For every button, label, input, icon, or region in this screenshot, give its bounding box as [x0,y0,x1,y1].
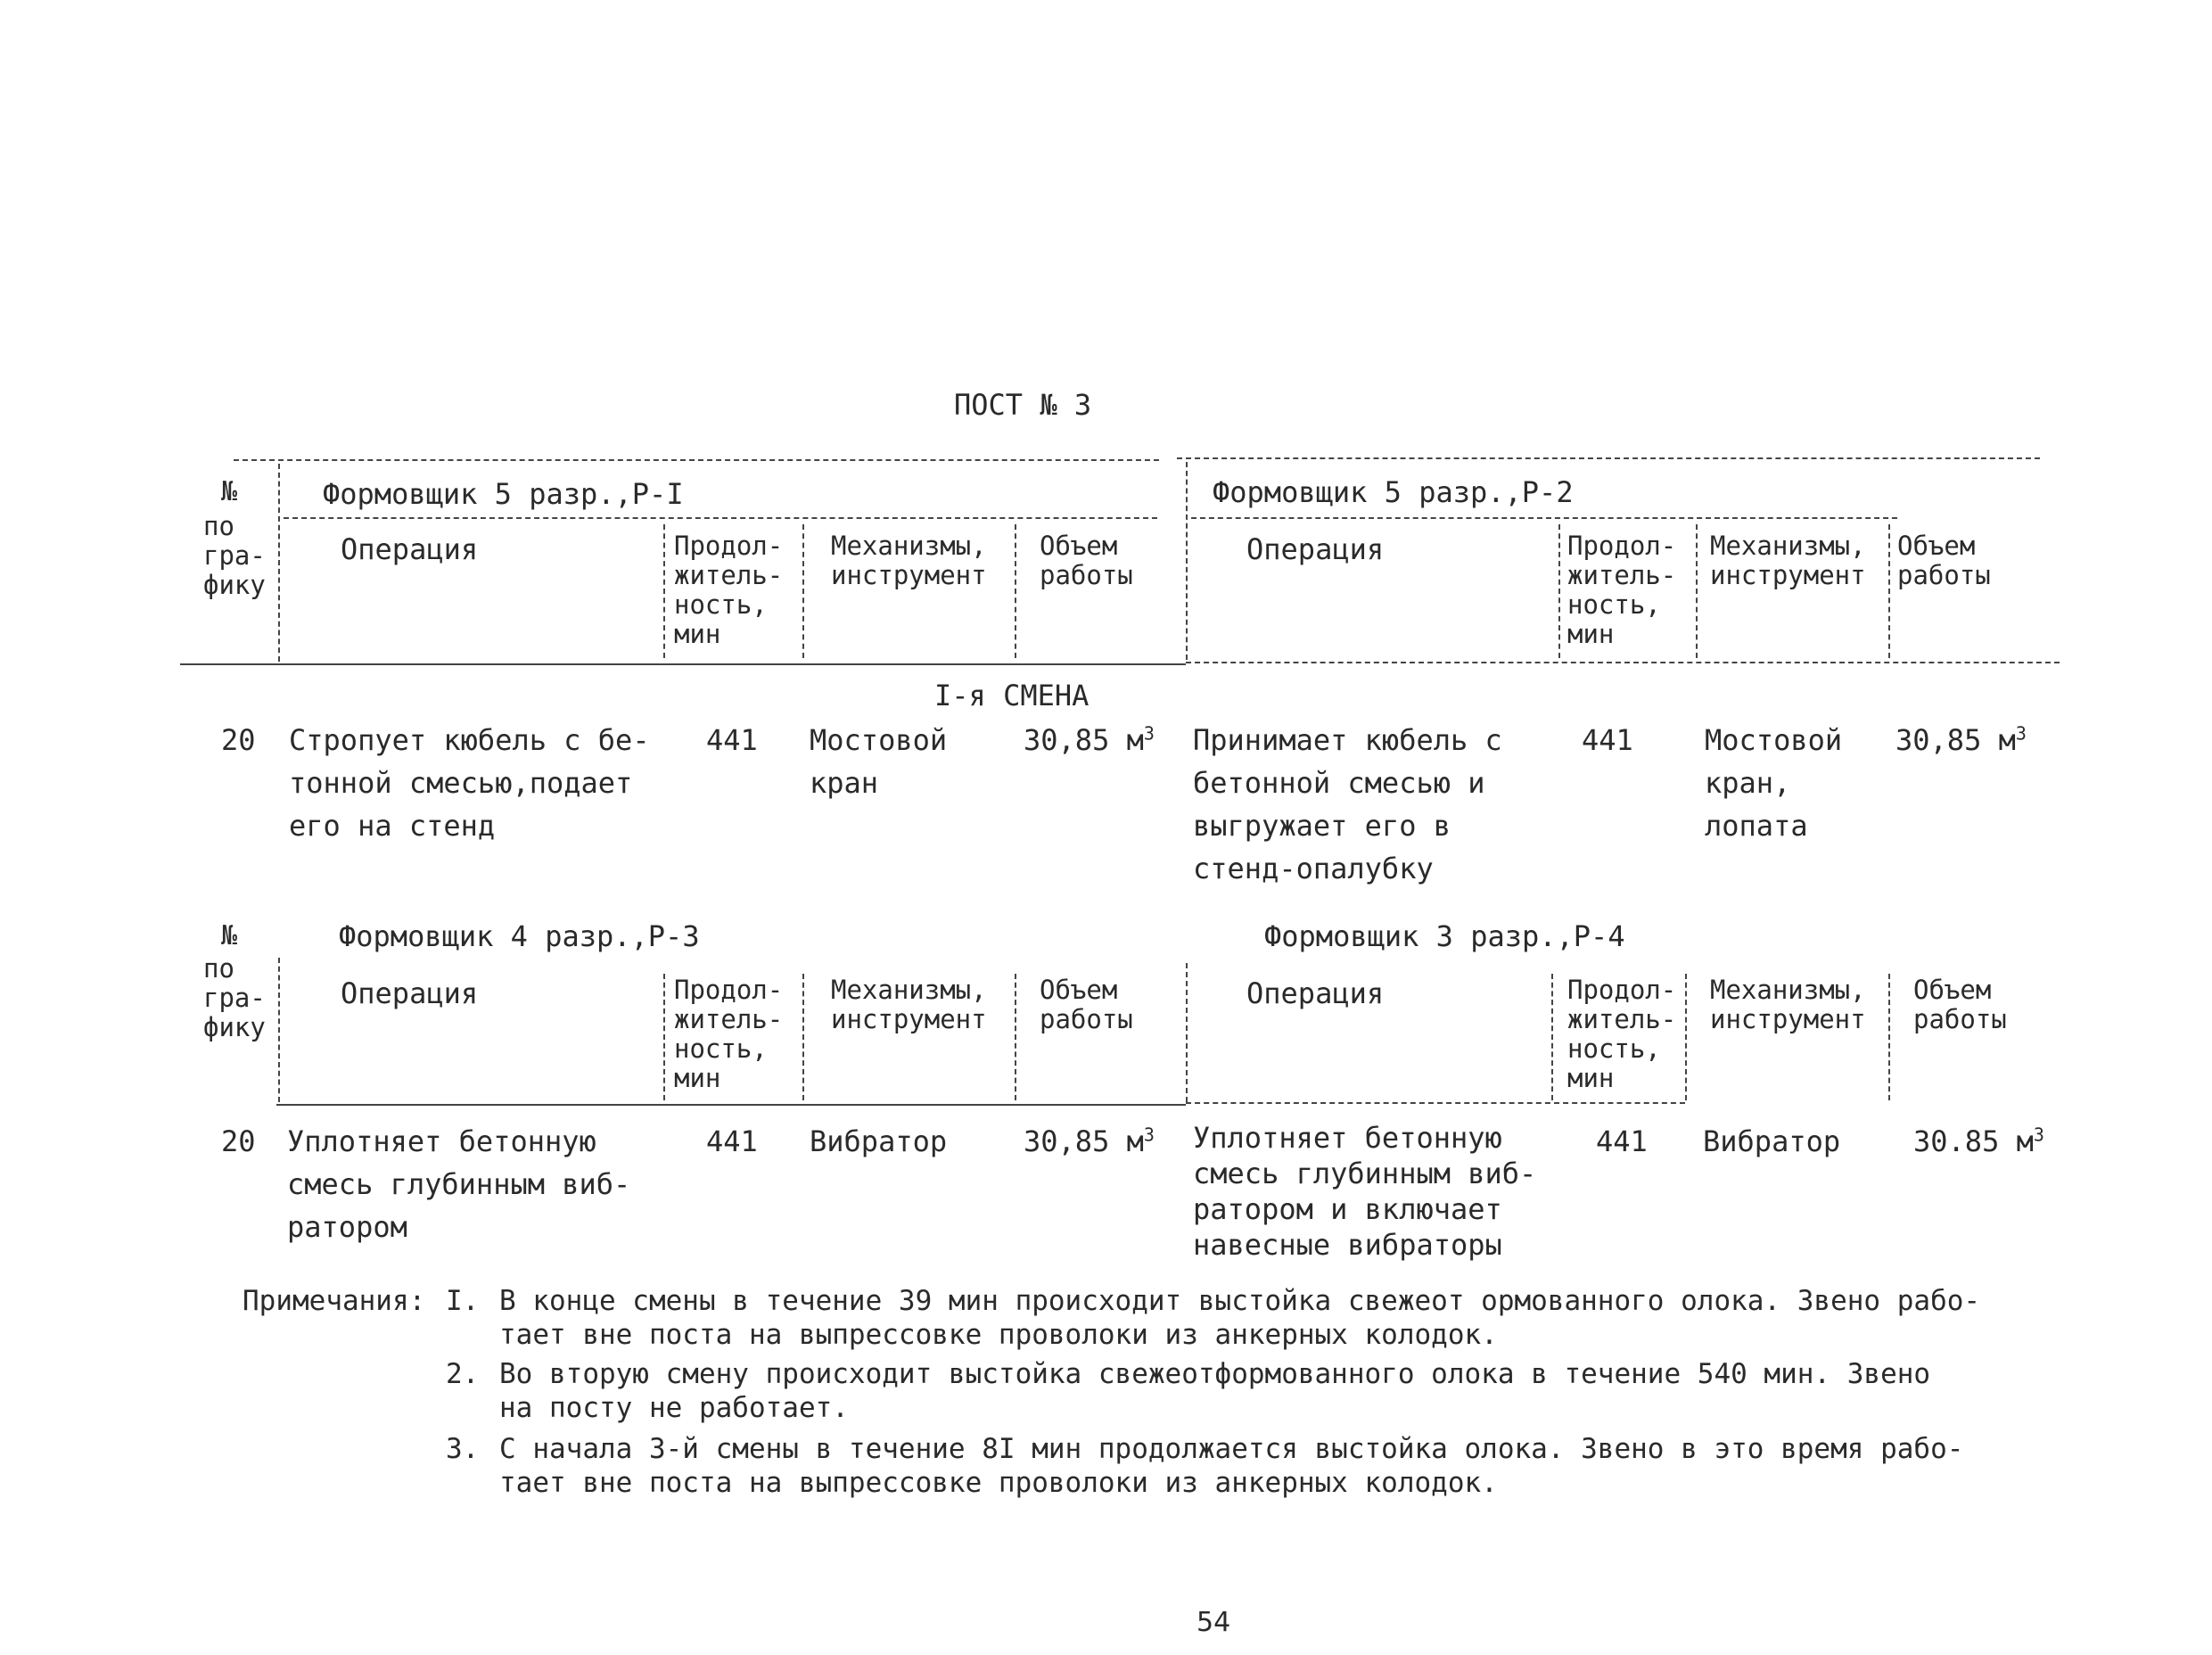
vline-middle-2 [1186,963,1188,1102]
rule-header2-bottom-left [276,1104,1186,1106]
col-header-volume-right: Объем работы [1897,531,1991,590]
col-header-volume-left: Объем работы [1040,531,1133,590]
row1-right-mechanisms: Мостовой кран, лопата [1705,723,1843,843]
no-header-symbol-2: № [221,920,238,951]
row2-right-volume: 30.85 $м^3$ [1913,1124,2044,1158]
row1-right-operation: Принимает кюбель с бетонной смесью и выгружает его в стенд-опалубку [1193,723,1502,885]
vline-mech-right [1696,524,1698,658]
shift-label: I-я СМЕНА [934,679,1090,712]
note-2-number: 2. [446,1358,480,1390]
page-title: ПОСТ № 3 [954,388,1092,422]
rule-header2-bottom-right [1186,1102,1685,1104]
vline-vol-right-2 [1888,974,1890,1100]
vline-no [278,464,280,662]
col-header-duration-right-2: Продол- житель- ность, мин [1567,975,1677,1093]
vline-dur-left-2 [663,974,665,1100]
rule-sub-right [1191,517,1897,519]
vline-mech-left-2 [802,974,804,1100]
row2-left-duration: 441 [706,1124,758,1158]
col-header-mechanisms-left-2: Механизмы, инструмент [831,975,987,1034]
row1-right-volume: 30,85 $м^3$ [1895,722,2027,757]
row2-right-mechanisms: Вибратор [1703,1124,1841,1158]
row1-number: 20 [221,723,256,757]
vline-dur-right-2 [1551,974,1553,1100]
col-header-mechanisms-right-2: Механизмы, инструмент [1710,975,1866,1034]
note-3-text: С начала 3-й смены в течение 8I мин продолжается выстойка олока. Звено в это время рабо- тает вне поста на выпрессовке проволоки из анкерных колодок. [499,1433,1964,1499]
note-1-number: I. [446,1285,480,1317]
vline-vol-left [1015,524,1016,658]
row2-left-volume: 30,85 $м^3$ [1024,1124,1155,1158]
row2-left-mechanisms: Вибратор [810,1124,948,1158]
col-header-operation-left-2: Операция [341,976,479,1010]
row1-left-operation: Стропует кюбель с бе- тонной смесью,подает его на стенд [289,723,650,843]
no-header-caption: по гра- фику [203,511,266,600]
col-header-duration-left: Продол- житель- ность, мин [674,531,784,649]
row1-right-duration: 441 [1582,723,1633,757]
note-2-text: Во вторую смену происходит выстойка свежеотформованного олока в течение 540 мин. Звено на посту не работает. [499,1358,1931,1424]
row2-left-operation: Уплотняет бетонную смесь глубинным виб- ратором [287,1124,631,1244]
col-header-volume-left-2: Объем работы [1040,975,1133,1034]
page-number: 54 [1196,1607,1231,1638]
vline-mech-right-2 [1685,974,1687,1100]
col-header-operation-left: Операция [341,532,479,566]
vline-no-2 [278,958,280,1102]
row2-number: 20 [221,1124,256,1158]
note-3-number: 3. [446,1433,480,1465]
vline-dur-left [663,524,665,658]
rule-top-right [1177,457,2040,459]
vline-mech-left [802,524,804,658]
rule-sub-left [284,517,1157,519]
row1-left-mechanisms: Мостовой кран [810,723,948,800]
row2-right-duration: 441 [1596,1124,1648,1158]
worker-header-p1: Формовщик 5 разр.,Р-I [323,477,684,511]
col-header-operation-right-2: Операция [1246,976,1385,1010]
rule-top-left [234,459,1159,461]
row2-right-operation: Уплотняет бетонную смесь глубинным виб- ратором и включает навесные вибраторы [1193,1121,1537,1262]
no-header-symbol: № [221,476,238,507]
rule-header-bottom-left [180,663,1186,665]
col-header-mechanisms-left: Механизмы, инструмент [831,531,987,590]
no-header-caption-2: по гра- фику [203,953,266,1042]
col-header-operation-right: Операция [1246,532,1385,566]
row1-left-duration: 441 [706,723,758,757]
col-header-volume-right-2: Объем работы [1913,975,2007,1034]
worker-header-p4: Формовщик 3 разр.,Р-4 [1264,919,1625,953]
note-1-text: В конце смены в течение 39 мин происходит выстойка свежеот ормованного олока. Звено рабо- тает вне поста на выпрессовке проволоки из анкерных колодок. [499,1285,1981,1351]
col-header-duration-left-2: Продол- житель- ность, мин [674,975,784,1093]
vline-vol-left-2 [1015,974,1016,1100]
rule-header-bottom-right [1186,662,2060,663]
vline-middle [1186,462,1188,660]
notes-label: Примечания: [243,1285,426,1317]
vline-dur-right [1558,524,1560,658]
col-header-mechanisms-right: Механизмы, инструмент [1710,531,1866,590]
vline-vol-right [1888,524,1890,658]
worker-header-p3: Формовщик 4 разр.,Р-3 [339,919,700,953]
row1-left-volume: 30,85 $м^3$ [1024,722,1155,757]
worker-header-p2: Формовщик 5 разр.,Р-2 [1213,475,1574,509]
col-header-duration-right: Продол- житель- ность, мин [1567,531,1677,649]
